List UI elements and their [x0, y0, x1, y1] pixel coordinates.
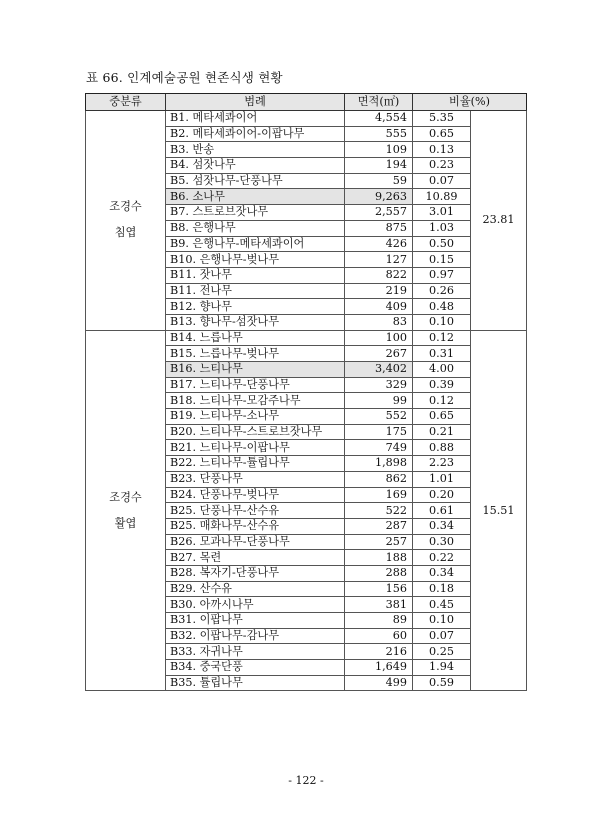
ratio-cell: 0.97 [413, 267, 471, 283]
area-cell: 127 [345, 252, 413, 268]
area-cell: 175 [345, 424, 413, 440]
legend-cell: B6. 소나무 [166, 189, 345, 205]
header-category: 중분류 [86, 94, 166, 111]
ratio-cell: 0.34 [413, 518, 471, 534]
area-cell: 194 [345, 158, 413, 174]
legend-cell: B9. 은행나무-메타세콰이어 [166, 236, 345, 252]
area-cell: 3,402 [345, 362, 413, 378]
legend-cell: B14. 느릅나무 [166, 330, 345, 346]
legend-cell: B1. 메타세콰이어 [166, 111, 345, 127]
ratio-cell: 0.07 [413, 628, 471, 644]
table-caption: 표 66. 인계예술공원 현존식생 현황 [86, 70, 283, 85]
table-row [86, 330, 527, 346]
area-cell: 499 [345, 675, 413, 691]
ratio-cell: 0.31 [413, 346, 471, 362]
legend-cell: B13. 향나무-섬잣나무 [166, 314, 345, 330]
area-cell: 188 [345, 550, 413, 566]
ratio-cell: 0.88 [413, 440, 471, 456]
legend-cell: B23. 단풍나무 [166, 471, 345, 487]
legend-cell: B27. 목련 [166, 550, 345, 566]
area-cell: 99 [345, 393, 413, 409]
area-cell: 555 [345, 126, 413, 142]
legend-cell: B32. 이팝나무-감나무 [166, 628, 345, 644]
legend-cell: B31. 이팝나무 [166, 613, 345, 629]
area-cell: 288 [345, 565, 413, 581]
area-cell: 267 [345, 346, 413, 362]
legend-cell: B5. 섬잣나무-단풍나무 [166, 173, 345, 189]
area-cell: 862 [345, 471, 413, 487]
ratio-cell: 2.23 [413, 456, 471, 472]
table-row [86, 111, 527, 127]
header-ratio: 비율(%) [413, 94, 527, 111]
ratio-cell: 0.26 [413, 283, 471, 299]
category-line-2: 활엽 [114, 516, 137, 530]
area-cell: 875 [345, 220, 413, 236]
area-cell: 219 [345, 283, 413, 299]
area-cell: 2,557 [345, 205, 413, 221]
ratio-cell: 4.00 [413, 362, 471, 378]
ratio-cell: 0.22 [413, 550, 471, 566]
ratio-cell: 1.03 [413, 220, 471, 236]
area-cell: 169 [345, 487, 413, 503]
ratio-cell: 0.45 [413, 597, 471, 613]
legend-cell: B24. 단풍나무-벚나무 [166, 487, 345, 503]
area-cell: 89 [345, 613, 413, 629]
ratio-cell: 0.34 [413, 565, 471, 581]
legend-cell: B35. 튤립나무 [166, 675, 345, 691]
area-cell: 822 [345, 267, 413, 283]
ratio-cell: 0.48 [413, 299, 471, 315]
ratio-cell: 0.07 [413, 173, 471, 189]
area-cell: 1,649 [345, 660, 413, 676]
area-cell: 257 [345, 534, 413, 550]
legend-cell: B21. 느티나무-이팝나무 [166, 440, 345, 456]
legend-cell: B4. 섬잣나무 [166, 158, 345, 174]
area-cell: 749 [345, 440, 413, 456]
legend-cell: B7. 스트로브잣나무 [166, 205, 345, 221]
ratio-cell: 0.18 [413, 581, 471, 597]
ratio-cell: 0.10 [413, 613, 471, 629]
area-cell: 287 [345, 518, 413, 534]
ratio-cell: 0.20 [413, 487, 471, 503]
category-cell [86, 111, 166, 331]
category-line-1: 조경수 [109, 490, 142, 504]
area-cell: 1,898 [345, 456, 413, 472]
legend-cell: B33. 자귀나무 [166, 644, 345, 660]
legend-cell: B19. 느티나무-소나무 [166, 409, 345, 425]
legend-cell: B11. 잣나무 [166, 267, 345, 283]
area-cell: 381 [345, 597, 413, 613]
ratio-cell: 0.23 [413, 158, 471, 174]
area-cell: 59 [345, 173, 413, 189]
table-header-row [86, 94, 527, 111]
header-area: 면적(㎡) [345, 94, 413, 111]
legend-cell: B17. 느티나무-단풍나무 [166, 377, 345, 393]
ratio-cell: 0.15 [413, 252, 471, 268]
ratio-cell: 0.61 [413, 503, 471, 519]
group-total-cell: 23.81 [471, 111, 527, 331]
ratio-cell: 1.01 [413, 471, 471, 487]
legend-cell: B25. 매화나무-산수유 [166, 518, 345, 534]
area-cell: 83 [345, 314, 413, 330]
legend-cell: B20. 느티나무-스트로브잣나무 [166, 424, 345, 440]
area-cell: 522 [345, 503, 413, 519]
table-body [86, 111, 527, 691]
legend-cell: B34. 중국단풍 [166, 660, 345, 676]
legend-cell: B3. 반송 [166, 142, 345, 158]
category-line-1: 조경수 [109, 200, 142, 214]
legend-cell: B2. 메타세콰이어-이팝나무 [166, 126, 345, 142]
area-cell: 409 [345, 299, 413, 315]
category-cell [86, 330, 166, 691]
header-legend: 범례 [166, 94, 345, 111]
area-cell: 9,263 [345, 189, 413, 205]
ratio-cell: 0.65 [413, 409, 471, 425]
legend-cell: B15. 느릅나무-벚나무 [166, 346, 345, 362]
legend-cell: B29. 산수유 [166, 581, 345, 597]
ratio-cell: 10.89 [413, 189, 471, 205]
ratio-cell: 1.94 [413, 660, 471, 676]
legend-cell: B12. 향나무 [166, 299, 345, 315]
area-cell: 216 [345, 644, 413, 660]
legend-cell: B28. 복자기-단풍나무 [166, 565, 345, 581]
ratio-cell: 0.30 [413, 534, 471, 550]
legend-cell: B25. 단풍나무-산수유 [166, 503, 345, 519]
ratio-cell: 0.21 [413, 424, 471, 440]
area-cell: 4,554 [345, 111, 413, 127]
area-cell: 156 [345, 581, 413, 597]
group-total-cell: 15.51 [471, 330, 527, 691]
legend-cell: B11. 전나무 [166, 283, 345, 299]
ratio-cell: 0.12 [413, 393, 471, 409]
ratio-cell: 0.50 [413, 236, 471, 252]
area-cell: 426 [345, 236, 413, 252]
area-cell: 60 [345, 628, 413, 644]
area-cell: 100 [345, 330, 413, 346]
legend-cell: B26. 모과나무-단풍나무 [166, 534, 345, 550]
ratio-cell: 3.01 [413, 205, 471, 221]
legend-cell: B16. 느티나무 [166, 362, 345, 378]
ratio-cell: 0.65 [413, 126, 471, 142]
legend-cell: B22. 느티나무-튤립나무 [166, 456, 345, 472]
legend-cell: B30. 아까시나무 [166, 597, 345, 613]
ratio-cell: 0.25 [413, 644, 471, 660]
area-cell: 109 [345, 142, 413, 158]
ratio-cell: 0.12 [413, 330, 471, 346]
page-number: - 122 - [288, 774, 324, 787]
ratio-cell: 0.10 [413, 314, 471, 330]
legend-cell: B18. 느티나무-모감주나무 [166, 393, 345, 409]
ratio-cell: 5.35 [413, 111, 471, 127]
ratio-cell: 0.39 [413, 377, 471, 393]
legend-cell: B8. 은행나무 [166, 220, 345, 236]
legend-cell: B10. 은행나무-벚나무 [166, 252, 345, 268]
ratio-cell: 0.13 [413, 142, 471, 158]
ratio-cell: 0.59 [413, 675, 471, 691]
vegetation-table [85, 93, 527, 691]
area-cell: 552 [345, 409, 413, 425]
category-line-2: 침엽 [114, 226, 137, 240]
area-cell: 329 [345, 377, 413, 393]
